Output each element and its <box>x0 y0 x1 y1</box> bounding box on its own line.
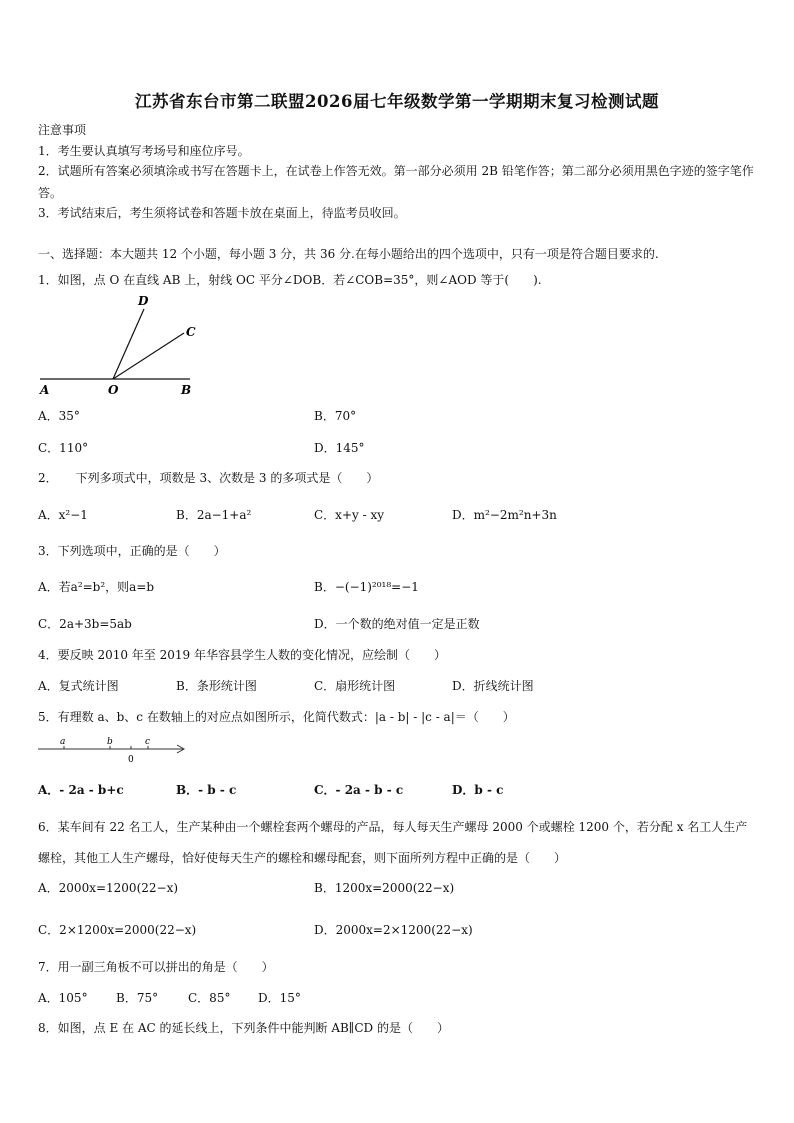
question-4-option-b[interactable]: B．条形统计图 <box>176 679 257 693</box>
label-o: O <box>108 383 119 397</box>
question-6-stem: 6．某车间有 22 名工人，生产某种由一个螺栓套两个螺母的产品，每人每天生产螺母 2000 个或螺栓 1200 个，若分配 x 名工人生产螺栓，其他工人生产螺母，恰好使每天生产的螺栓和螺母配套，则下面所列方程中正确的是（ ） <box>38 820 748 865</box>
question-5-number-line <box>38 734 190 766</box>
question-6-option-d[interactable]: D．2000x=2×1200(22−x) <box>314 923 473 937</box>
question-7-option-a[interactable]: A．105° <box>38 991 88 1005</box>
label-a: A <box>40 383 50 397</box>
question-5-option-d[interactable]: D．b - c <box>452 783 504 797</box>
notice-item-1: 1．考生要认真填写考场号和座位序号。 <box>38 144 250 158</box>
question-7-stem: 7．用一副三角板不可以拼出的角是（ ） <box>38 960 274 974</box>
question-4-option-d[interactable]: D．折线统计图 <box>452 679 534 693</box>
question-1-option-b[interactable]: B．70° <box>314 409 357 423</box>
question-4-stem: 4．要反映 2010 年至 2019 年华容县学生人数的变化情况，应绘制（ ） <box>38 648 446 662</box>
page-title: 江苏省东台市第二联盟2026届七年级数学第一学期期末复习检测试题 <box>135 92 659 111</box>
notice-heading: 注意事项 <box>38 123 87 137</box>
question-5-stem: 5．有理数 a、b、c 在数轴上的对应点如图所示，化简代数式：|a - b| - |c - a|＝（ ） <box>38 710 515 724</box>
question-7-option-d[interactable]: D．15° <box>258 991 301 1005</box>
zero-label: 0 <box>128 755 134 765</box>
question-7-option-b[interactable]: B．75° <box>116 991 159 1005</box>
question-6-option-a[interactable]: A．2000x=1200(22−x) <box>38 881 179 895</box>
point-c-label: c <box>145 737 151 747</box>
question-3-option-a[interactable]: A．若a²=b²，则a=b <box>38 580 155 594</box>
question-3-stem: 3．下列选项中，正确的是（ ） <box>38 544 226 558</box>
question-5-option-b[interactable]: B．- b - c <box>176 783 237 797</box>
notice-item-2: 2．试题所有答案必须填涂或书写在答题卡上，在试卷上作答无效。第一部分必须用 2B 铅笔作答；第二部分必须用黑色字迹的签字笔作答。 <box>38 164 754 200</box>
question-6-option-c[interactable]: C．2×1200x=2000(22−x) <box>38 923 197 937</box>
question-6-option-b[interactable]: B．1200x=2000(22−x) <box>314 881 455 895</box>
question-1-option-d[interactable]: D．145° <box>314 441 365 455</box>
question-2-option-a[interactable]: A．x²−1 <box>38 508 88 522</box>
question-8-stem: 8．如图，点 E 在 AC 的延长线上，下列条件中能判断 AB∥CD 的是（ ） <box>38 1021 449 1035</box>
question-2-option-b[interactable]: B．2a−1+a² <box>176 508 252 522</box>
point-b-label: b <box>107 737 113 747</box>
notice-item-3: 3．考试结束后，考生须将试卷和答题卡放在桌面上，待监考员收回。 <box>38 206 406 220</box>
question-5-option-c[interactable]: C．- 2a - b - c <box>314 783 404 797</box>
question-4-option-a[interactable]: A．复式统计图 <box>38 679 119 693</box>
question-1-stem: 1．如图，点 O 在直线 AB 上，射线 OC 平分∠DOB．若∠COB=35°，则∠AOD 等于( ). <box>38 273 542 287</box>
question-3-option-c[interactable]: C．2a+3b=5ab <box>38 617 132 631</box>
question-2-option-c[interactable]: C．x+y - xy <box>314 508 385 522</box>
label-c: C <box>186 325 196 339</box>
question-1-option-c[interactable]: C．110° <box>38 441 89 455</box>
question-4-option-c[interactable]: C．扇形统计图 <box>314 679 396 693</box>
question-5-option-a[interactable]: A．- 2a - b+c <box>38 783 124 797</box>
question-3-option-d[interactable]: D．一个数的绝对值一定是正数 <box>314 617 480 631</box>
section-heading: 一、选择题：本大题共 12 个小题，每小题 3 分，共 36 分.在每小题给出的四个选项中，只有一项是符合题目要求的. <box>38 247 659 261</box>
label-b: B <box>181 383 192 397</box>
question-1-option-a[interactable]: A．35° <box>38 409 80 423</box>
question-7-option-c[interactable]: C．85° <box>188 991 231 1005</box>
question-2-option-d[interactable]: D．m²−2m²n+3n <box>452 508 557 522</box>
point-a-label: a <box>60 737 66 747</box>
question-3-option-b[interactable]: B．−(−1)²⁰¹⁸=−1 <box>314 580 419 594</box>
question-1-figure <box>38 293 208 398</box>
label-d: D <box>138 294 149 308</box>
question-2-stem: 2． 下列多项式中，项数是 3、次数是 3 的多项式是（ ） <box>38 471 379 485</box>
